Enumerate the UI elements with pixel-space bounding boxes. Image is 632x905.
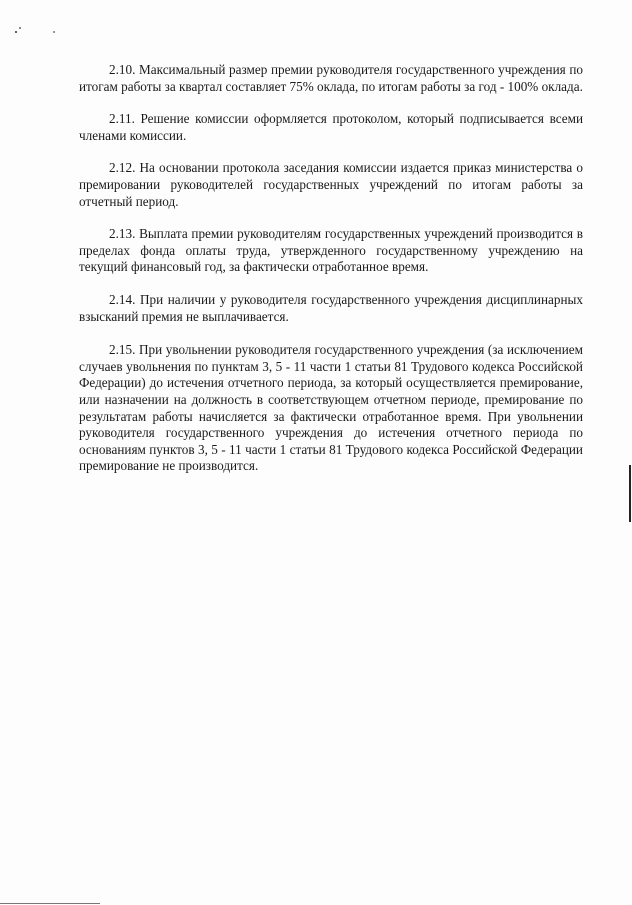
scan-speck bbox=[53, 31, 55, 33]
clause-2-14 bbox=[79, 292, 583, 325]
clause-text: Максимальный размер премии руководителя государственного учреждения по итогам работы за квартал составляет 75% оклада, по итогам работы за год - 100% оклада. bbox=[79, 62, 584, 94]
clause-number: 2.15. bbox=[109, 342, 136, 358]
clause-text: При наличии у руководителя государственного учреждения дисциплинарных взысканий премия не выплачивается. bbox=[79, 291, 583, 324]
clause-2-11 bbox=[79, 111, 583, 144]
scan-speck bbox=[15, 31, 17, 33]
clause-text: Выплата премии руководителям государственных учреждений производится в пределах фонда оплаты труда, утвержденного государственному учреждению на текущий финансовый год, за фактически отработанное время. bbox=[79, 226, 584, 275]
clause-number: 2.14. bbox=[109, 291, 136, 307]
clause-text: Решение комиссии оформляется протоколом, который подписывается всеми членами комиссии. bbox=[79, 111, 584, 143]
clause-number: 2.13. bbox=[109, 226, 136, 242]
clause-number: 2.11. bbox=[109, 111, 135, 127]
scan-speck bbox=[19, 27, 21, 29]
clause-number: 2.12. bbox=[109, 160, 136, 176]
scan-edge-mark bbox=[629, 465, 631, 522]
document-body bbox=[79, 62, 583, 492]
clause-2-15 bbox=[79, 342, 583, 475]
clause-2-13 bbox=[79, 226, 583, 276]
clause-2-12 bbox=[79, 160, 583, 210]
clause-text: На основании протокола заседания комиссии издается приказ министерства о премировании руководителей государственных учреждений по итогам работы за отчетный период. bbox=[79, 160, 583, 209]
clause-number: 2.10. bbox=[109, 62, 136, 77]
clause-2-10 bbox=[79, 62, 583, 95]
clause-text: При увольнении руководителя государственного учреждения (за исключением случаев увольнения по пунктам 3, 5 - 11 части 1 статьи 81 Трудового кодекса Российской Федерации) до истечения отчетного периода, за который осуществляется премирование, или назначении на должность в соответствующем отчетном периоде, премирование по результатам работы начисляется за фактически отработанное время. При увольнении руководителя государственного учреждения до истечения отчетного периода по основаниям пунктов 3, 5 - 11 части 1 статьи 81 Трудового кодекса Российской Федерации премирование не производится. bbox=[79, 342, 583, 474]
scan-edge-line bbox=[0, 903, 100, 904]
